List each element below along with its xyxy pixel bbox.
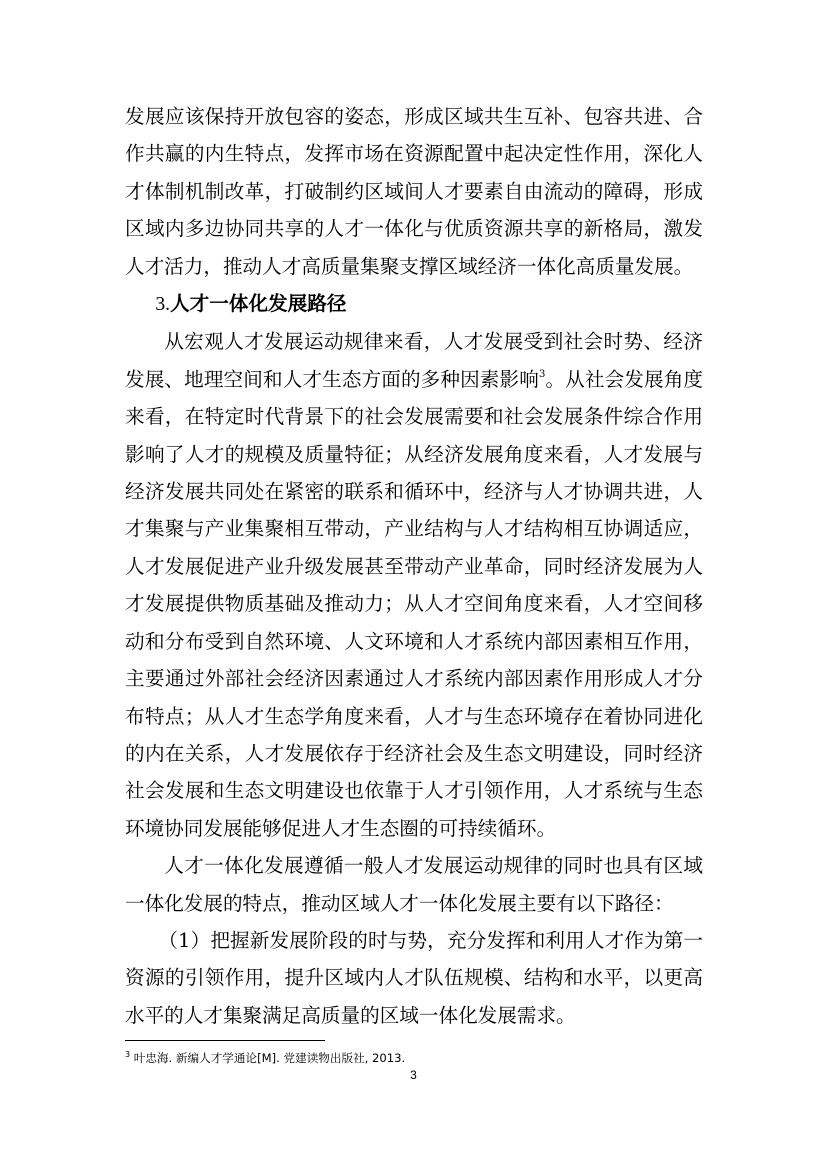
paragraph-integration-path: 人才一体化发展遵循一般人才发展运动规律的同时也具有区域一体化发展的特点，推动区域人才一体化发展主要有以下路径： xyxy=(125,854,703,915)
body-text xyxy=(125,98,703,1034)
list-item-1: （1）把握新发展阶段的时与势，充分发挥和利用人才作为第一资源的引领作用，提升区域内人才队伍规模、结构和水平，以更高水平的人才集聚满足高质量的区域一体化发展需求。 xyxy=(125,928,703,1027)
section-heading-number: 3. xyxy=(155,294,171,316)
paragraph-continuation: 发展应该保持开放包容的姿态，形成区域共生互补、包容共进、合作共赢的内生特点，发挥市场在资源配置中起决定性作用，深化人才体制机制改革，打破制约区域间人才要素自由流动的障碍，形成区域内多边协同共享的人才一体化与优质资源共享的新格局，激发人才活力，推动人才高质量集聚支撑区域经济一体化高质量发展。 xyxy=(125,105,703,278)
footnote-reference[interactable]: 3 xyxy=(538,369,546,381)
section-heading-title: 人才一体化发展路径 xyxy=(170,292,347,316)
section-heading xyxy=(125,285,703,323)
paragraph-text: 。从社会发展角度来看，在特定时代背景下的社会发展需要和社会发展条件综合作用影响了人才的规模及质量特征；从经济发展角度来看，人才发展与经济发展共同处在紧密的联系和循环中，经济与人才协调共进，人才集聚与产业集聚相互带动，产业结构与人才结构相互协调适应，人才发展促进产业升级发展甚至带动产业革命，同时经济发展为人才发展提供物质基础及推动力；从人才空间角度来看，人才空间移动和分布受到自然环境、人文环境和人才系统内部因素相互作用，主要通过外部社会经济因素通过人才系统内部因素作用形成人才分布特点；从人才生态学角度来看，人才与生态环境存在着协同进化的内在关系，人才发展依存于经济社会及生态文明建设，同时经济社会发展和生态文明建设也依靠于人才引领作用，人才系统与生态环境协同发展能够促进人才生态圈的可持续循环。 xyxy=(125,367,704,840)
footnote-divider xyxy=(125,1040,325,1041)
footnote xyxy=(125,1051,405,1065)
page-number: 3 xyxy=(410,1068,417,1082)
footnote-text: 叶忠海. 新编人才学通论[M]. 党建读物出版社, 2013. xyxy=(130,1051,406,1065)
paragraph-development-law xyxy=(125,323,703,847)
footnote-marker: 3 xyxy=(125,1050,131,1060)
paragraph-text: 从宏观人才发展运动规律来看，人才发展受到社会时势、经济发展、地理空间和人才生态方面的多种因素影响 xyxy=(125,330,703,391)
